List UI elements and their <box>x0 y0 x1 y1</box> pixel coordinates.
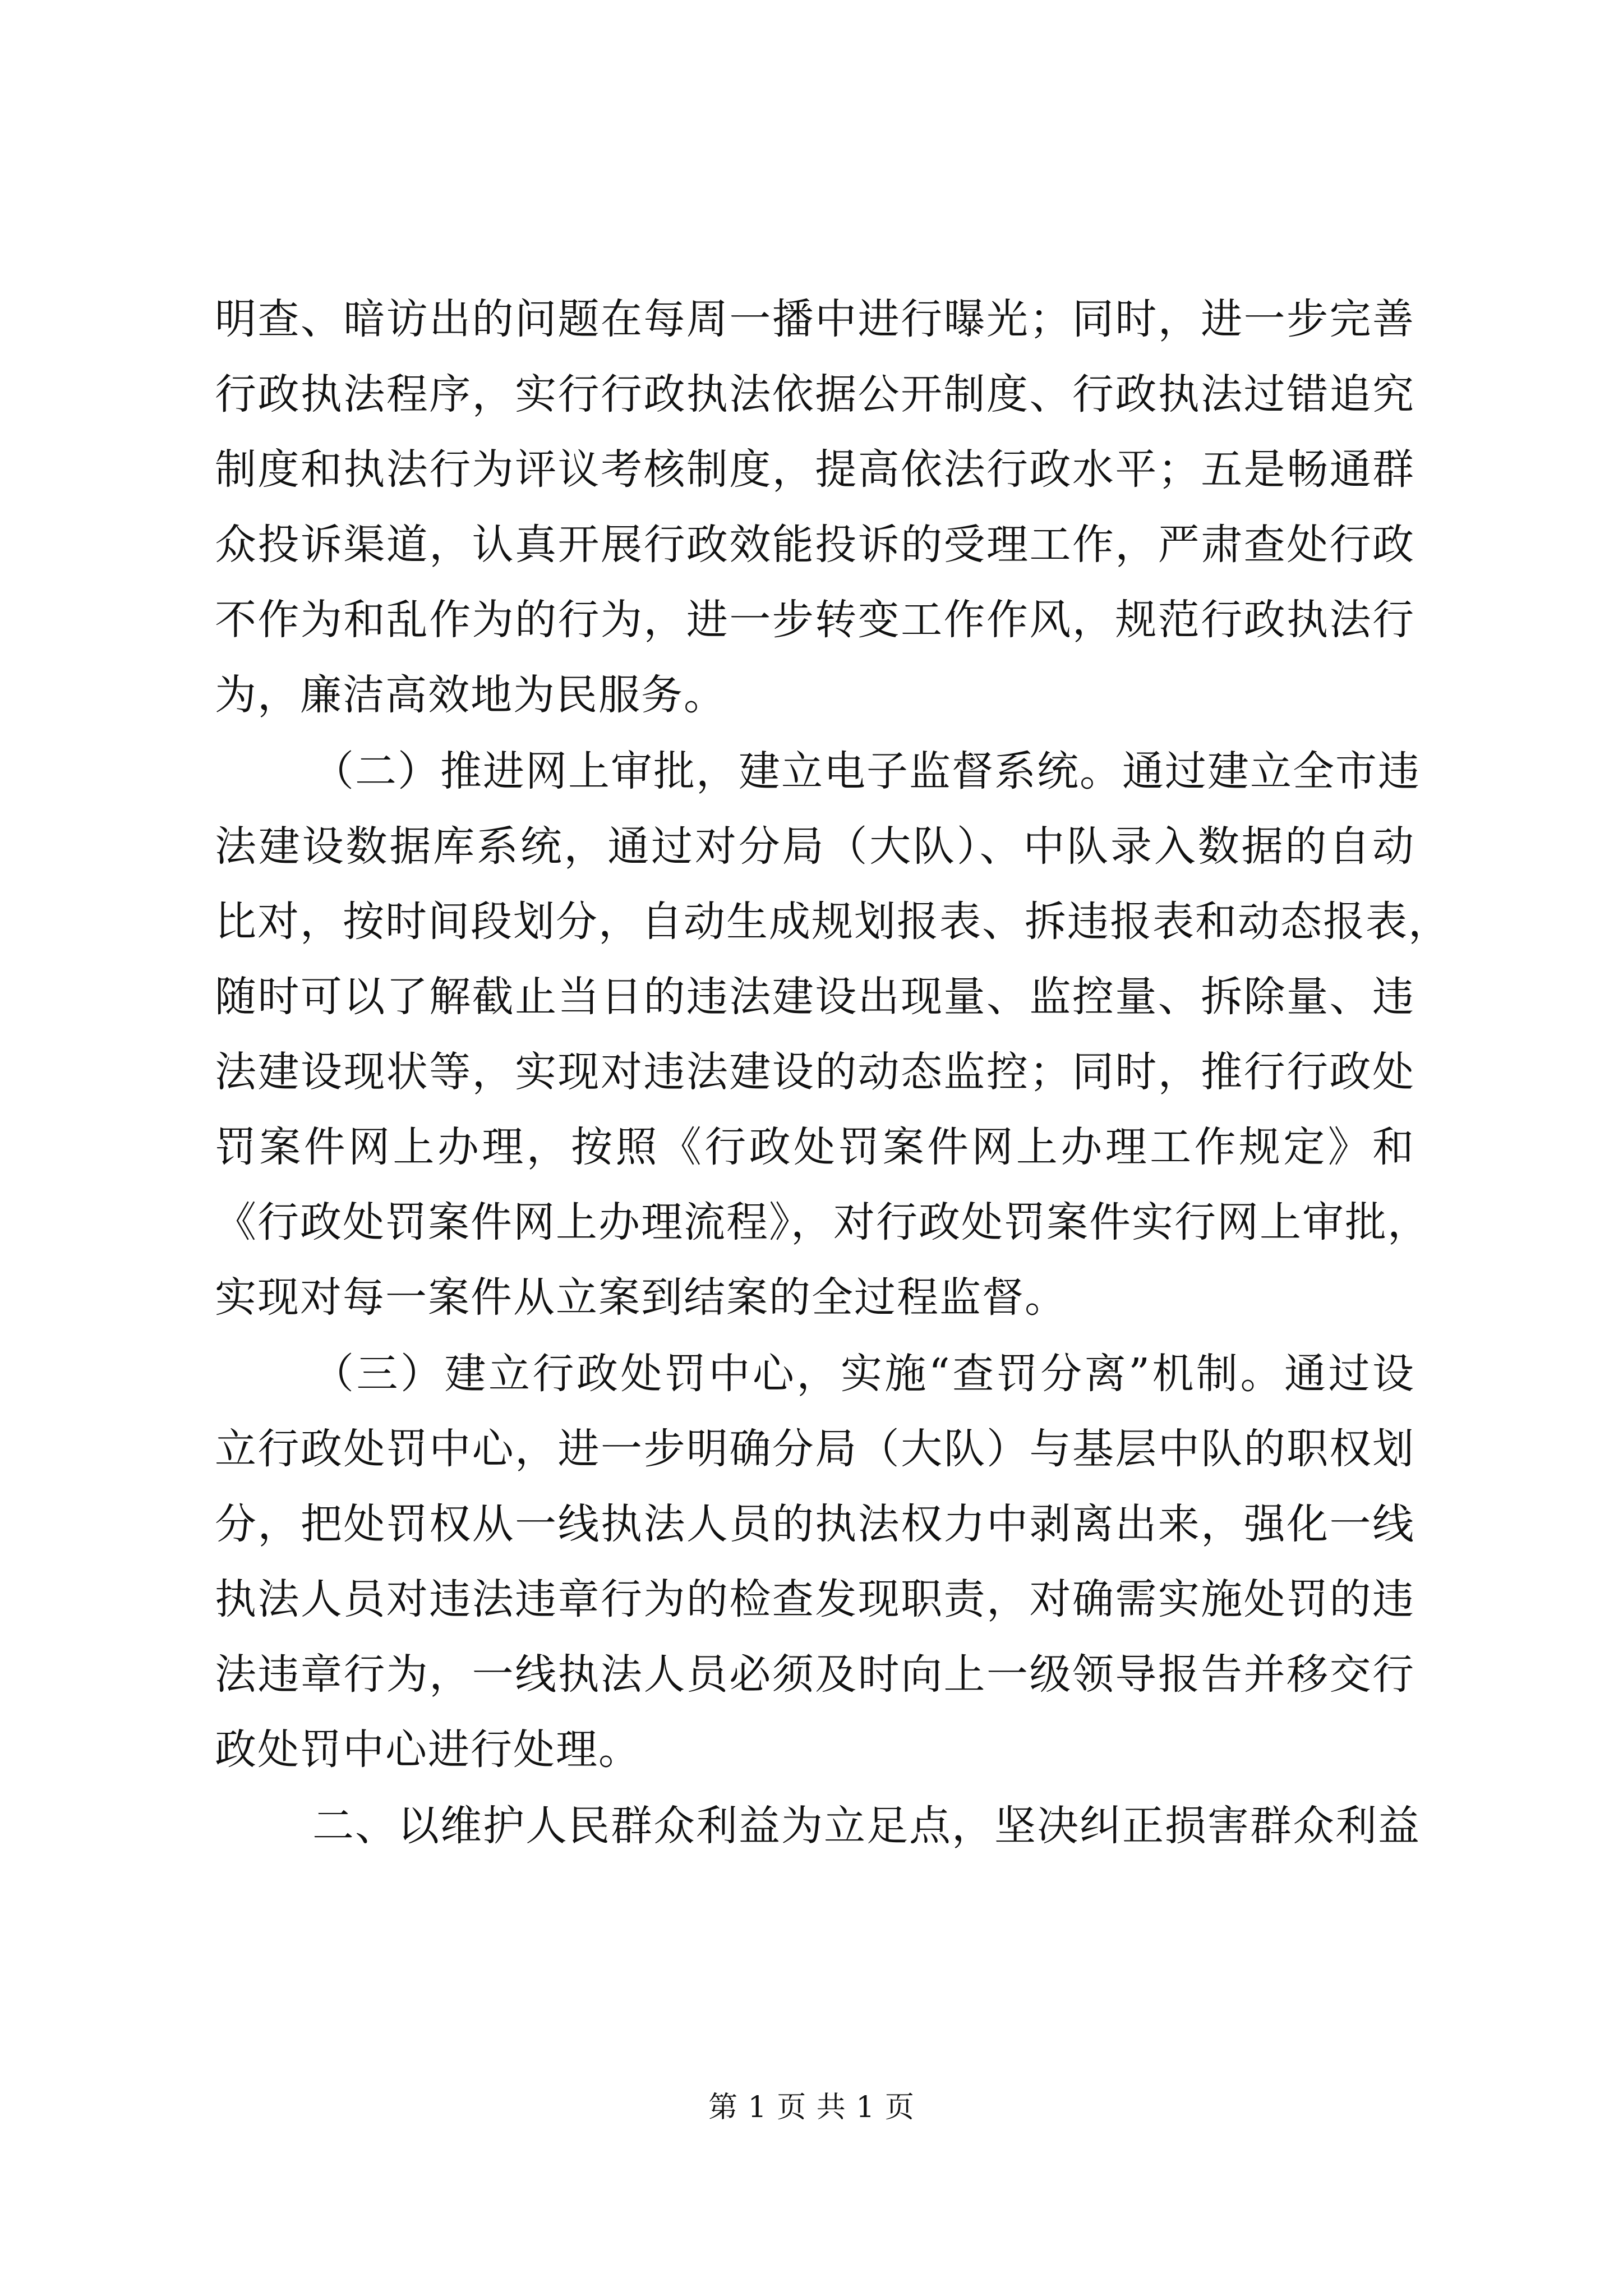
paragraph-line: 不作为和乱作为的行为，进一步转变工作作风，规范行政执法行 <box>215 596 1415 644</box>
section-heading-line: 二、以维护人民群众利益为立足点，坚决纠正损害群众利益 <box>312 1802 1421 1850</box>
paragraph-line: 明查、暗访出的问题在每周一播中进行曝光；同时，进一步完善 <box>215 295 1415 343</box>
section-heading-line: （三）建立行政处罚中心，实施“查罚分离”机制。通过设 <box>312 1350 1415 1398</box>
paragraph-line: 比对，按时间段划分，自动生成规划报表、拆违报表和动态报表， <box>215 898 1451 946</box>
section-heading-line: （二）推进网上审批，建立电子监督系统。通过建立全市违 <box>312 747 1421 795</box>
paragraph-line: 制度和执法行为评议考核制度，提高依法行政水平；五是畅通群 <box>215 445 1415 494</box>
page-footer: 第 1 页 共 1 页 <box>708 2091 915 2124</box>
paragraph-line: 立行政处罚中心，进一步明确分局（大队）与基层中队的职权划 <box>215 1425 1415 1473</box>
paragraph-line: 法建设数据库系统，通过对分局（大队）、中队录入数据的自动 <box>215 822 1415 871</box>
paragraph-line: 为，廉洁高效地为民服务。 <box>215 671 726 719</box>
paragraph-line: 政处罚中心进行处理。 <box>215 1726 641 1774</box>
paragraph-line: 法违章行为，一线执法人员必须及时向上一级领导报告并移交行 <box>215 1650 1415 1699</box>
paragraph-line: 罚案件网上办理，按照《行政处罚案件网上办理工作规定》和 <box>215 1123 1415 1171</box>
paragraph-line: 法建设现状等，实现对违法建设的动态监控；同时，推行行政处 <box>215 1048 1415 1096</box>
paragraph-line: 分，把处罚权从一线执法人员的执法权力中剥离出来，强化一线 <box>215 1500 1415 1548</box>
paragraph-line: 《行政处罚案件网上办理流程》，对行政处罚案件实行网上审批， <box>215 1198 1430 1246</box>
paragraph-line: 实现对每一案件从立案到结案的全过程监督。 <box>215 1273 1067 1322</box>
paragraph-line: 行政执法程序，实行行政执法依据公开制度、行政执法过错追究 <box>215 370 1415 418</box>
paragraph-line: 执法人员对违法违章行为的检查发现职责，对确需实施处罚的违 <box>215 1575 1415 1623</box>
paragraph-line: 随时可以了解截止当日的违法建设出现量、监控量、拆除量、违 <box>215 973 1415 1021</box>
paragraph-line: 众投诉渠道，认真开展行政效能投诉的受理工作，严肃查处行政 <box>215 521 1415 569</box>
